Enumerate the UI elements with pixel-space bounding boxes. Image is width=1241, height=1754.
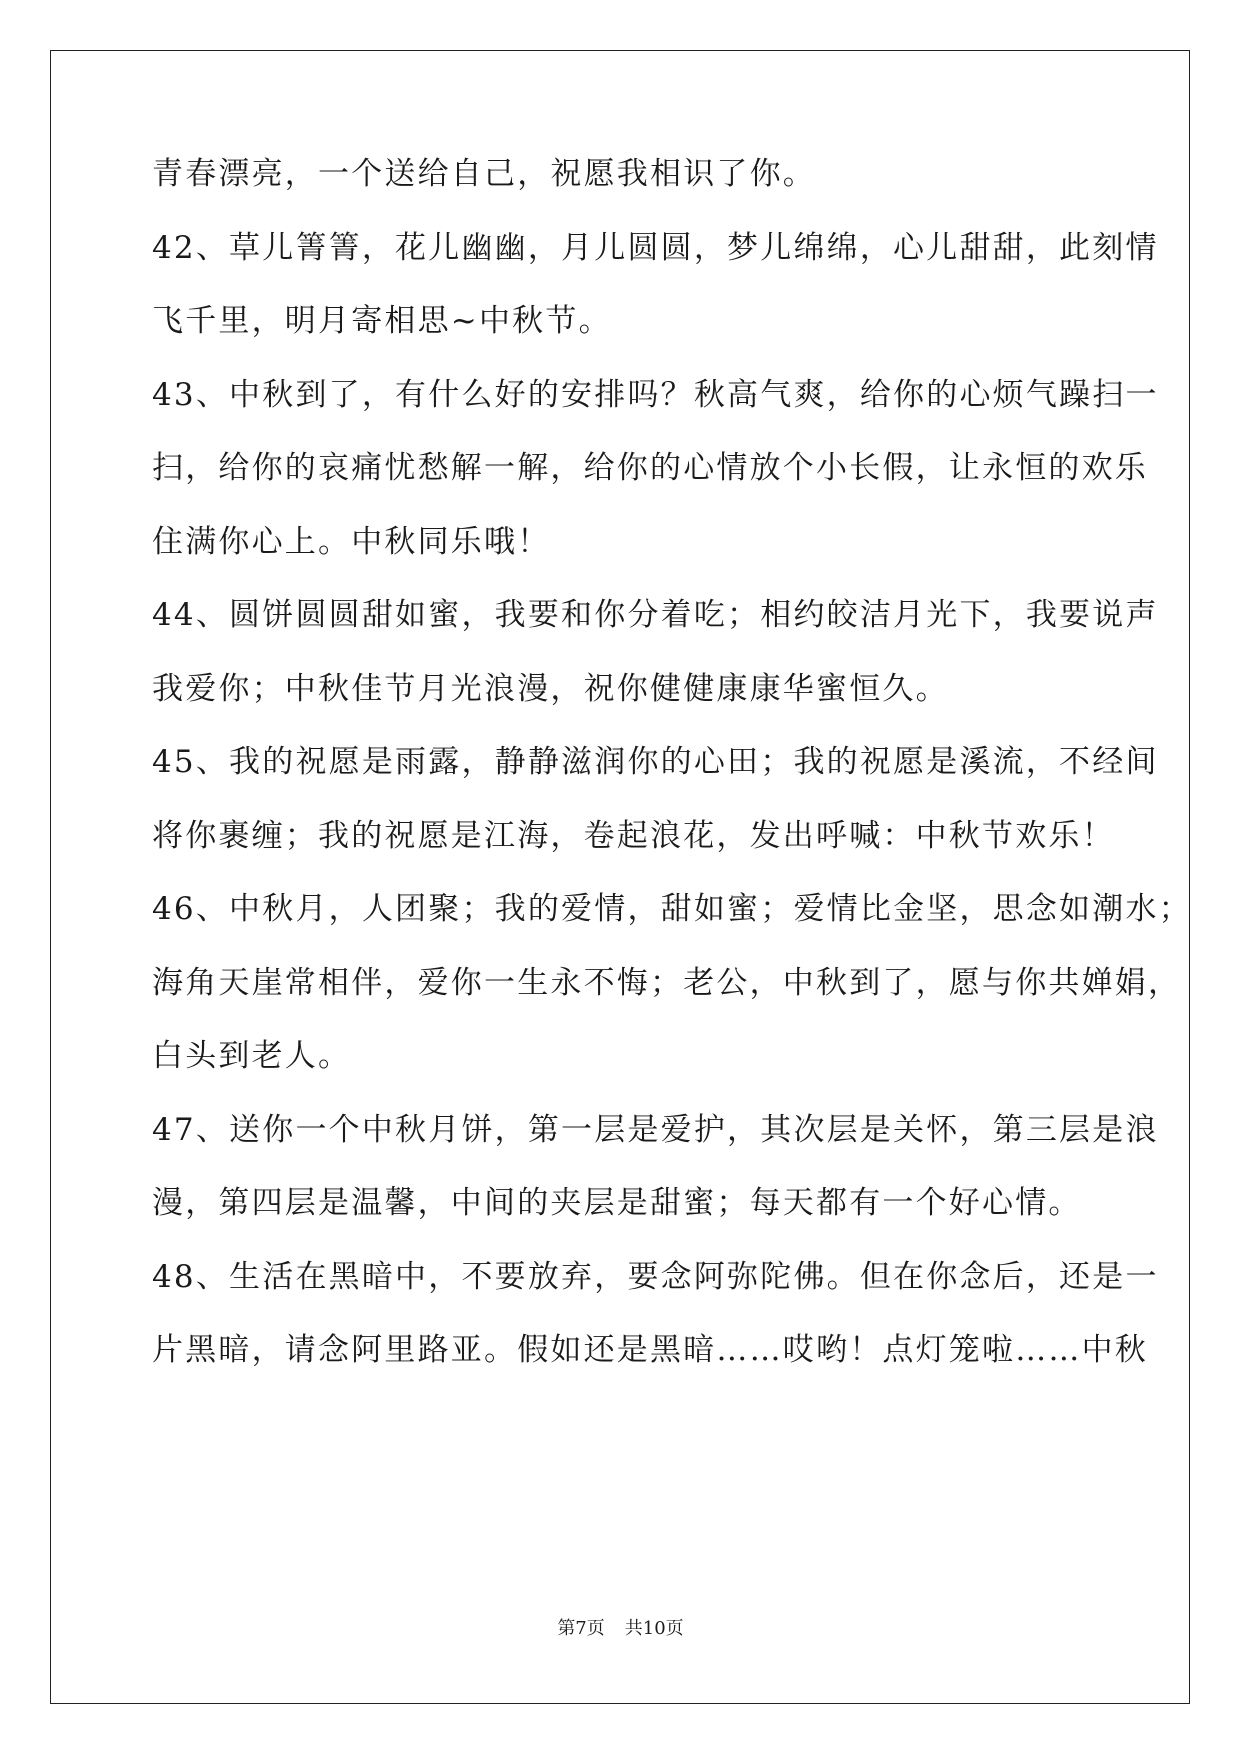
text-line: 漫，第四层是温馨，中间的夹层是甜蜜；每天都有一个好心情。 [152,1185,1082,1221]
text-line: 42、草儿箐箐，花儿幽幽，月儿圆圆，梦儿绵绵，心儿甜甜，此刻情 [152,230,1159,266]
text-line: 片黑暗，请念阿里路亚。假如还是黑暗……哎哟！点灯笼啦……中秋 [152,1332,1148,1368]
text-line: 青春漂亮，一个送给自己，祝愿我相识了你。 [152,156,816,192]
page-border [50,50,1190,1704]
text-line: 飞千里，明月寄相思~中秋节。 [152,303,612,339]
text-line: 44、圆饼圆圆甜如蜜，我要和你分着吃；相约皎洁月光下，我要说声 [152,597,1159,633]
text-line: 海角天崖常相伴，爱你一生永不悔；老公，中秋到了，愿与你共婵娟， [152,965,1182,1001]
page-number: 第7页 [557,1618,605,1639]
page-total: 共10页 [624,1618,684,1639]
text-line: 46、中秋月，人团聚；我的爱情，甜如蜜；爱情比金坚，思念如潮水； [152,891,1192,927]
text-line: 47、送你一个中秋月饼，第一层是爱护，其次层是关怀，第三层是浪 [152,1112,1159,1148]
text-line: 白头到老人。 [152,1038,352,1074]
text-line: 住满你心上。中秋同乐哦！ [152,524,551,560]
text-line: 45、我的祝愿是雨露，静静滋润你的心田；我的祝愿是溪流，不经间 [152,744,1159,780]
text-line: 扫，给你的哀痛忧愁解一解，给你的心情放个小长假，让永恒的欢乐 [152,450,1148,486]
page-footer [0,1617,1241,1641]
text-line: 将你裹缠；我的祝愿是江海，卷起浪花，发出呼喊：中秋节欢乐！ [152,818,1115,854]
text-line: 43、中秋到了，有什么好的安排吗？秋高气爽，给你的心烦气躁扫一 [152,377,1159,413]
text-line: 我爱你；中秋佳节月光浪漫，祝你健健康康华蜜恒久。 [152,671,949,707]
text-line: 48、生活在黑暗中，不要放弃，要念阿弥陀佛。但在你念后，还是一 [152,1259,1159,1295]
